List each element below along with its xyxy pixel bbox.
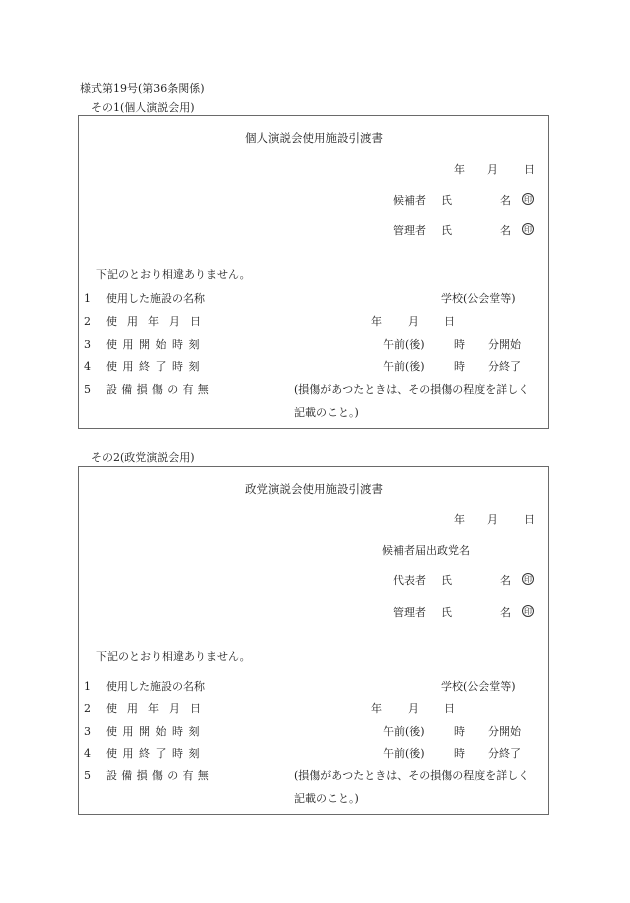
use-year: 年 [371, 315, 382, 328]
signer-surname: 氏 [441, 574, 452, 587]
statement: 下記のとおり相違ありません。 [96, 650, 251, 663]
item-label: 設備損傷の有無 [106, 769, 214, 782]
end-ampm: 午前(後) [383, 360, 425, 373]
date-month: 月 [487, 163, 498, 176]
item-label: 使用終了時刻 [106, 747, 205, 760]
section-2-title: 政党演説会使用施設引渡書 [245, 482, 383, 496]
signer-given: 名 [500, 574, 511, 587]
use-month: 月 [408, 702, 419, 715]
start-hour: 時 [454, 725, 465, 738]
item-number: 3 [84, 338, 91, 351]
start-ampm: 午前(後) [383, 338, 425, 351]
damage-remark: (損傷があつたときは、その損傷の程度を詳しく [294, 769, 530, 782]
signer-role: 管理者 [393, 224, 426, 237]
end-ampm: 午前(後) [383, 747, 425, 760]
end-minute: 分終了 [488, 747, 521, 760]
item-number: 2 [84, 315, 91, 328]
statement: 下記のとおり相違ありません。 [96, 268, 251, 281]
item-number: 1 [84, 292, 91, 305]
item-number: 1 [84, 680, 91, 693]
item-value: 学校(公会堂等) [441, 292, 516, 305]
date-month: 月 [487, 513, 498, 526]
use-day: 日 [444, 315, 455, 328]
item-label: 使用年月日 [106, 702, 211, 715]
item-number: 4 [84, 747, 91, 760]
date-day: 日 [524, 163, 535, 176]
signer-surname: 氏 [441, 194, 452, 207]
date-year: 年 [454, 513, 465, 526]
date-day: 日 [524, 513, 535, 526]
signer-role: 管理者 [393, 606, 426, 619]
form-number: 様式第19号(第36条関係) [80, 82, 205, 95]
signer-surname: 氏 [441, 224, 452, 237]
item-label: 使用した施設の名称 [106, 292, 205, 305]
item-number: 5 [84, 383, 91, 396]
signer-given: 名 [500, 194, 511, 207]
start-minute: 分開始 [488, 338, 521, 351]
damage-remark-cont: 記載のこと。) [294, 406, 359, 419]
section-1-title: 個人演説会使用施設引渡書 [245, 131, 383, 145]
item-number: 2 [84, 702, 91, 715]
end-hour: 時 [454, 360, 465, 373]
use-month: 月 [408, 315, 419, 328]
start-hour: 時 [454, 338, 465, 351]
start-minute: 分開始 [488, 725, 521, 738]
end-minute: 分終了 [488, 360, 521, 373]
use-day: 日 [444, 702, 455, 715]
seal-icon: 印 [524, 225, 532, 234]
signer-surname: 氏 [441, 606, 452, 619]
section-2-form-box [78, 466, 549, 815]
item-value: 学校(公会堂等) [441, 680, 516, 693]
section-1-subtitle: その1(個人演説会用) [91, 101, 195, 114]
date-year: 年 [454, 163, 465, 176]
use-year: 年 [371, 702, 382, 715]
signer-given: 名 [500, 606, 511, 619]
item-label: 使用年月日 [106, 315, 211, 328]
damage-remark-cont: 記載のこと。) [294, 792, 359, 805]
item-label: 使用した施設の名称 [106, 680, 205, 693]
signer-role: 候補者 [393, 194, 426, 207]
end-hour: 時 [454, 747, 465, 760]
seal-icon: 印 [524, 575, 532, 584]
seal-icon: 印 [524, 195, 532, 204]
seal-icon: 印 [524, 607, 532, 616]
item-number: 3 [84, 725, 91, 738]
item-label: 設備損傷の有無 [106, 383, 214, 396]
item-label: 使用開始時刻 [106, 338, 205, 351]
party-name-label: 候補者届出政党名 [382, 544, 470, 557]
start-ampm: 午前(後) [383, 725, 425, 738]
section-2-subtitle: その2(政党演説会用) [91, 451, 195, 464]
item-label: 使用終了時刻 [106, 360, 205, 373]
signer-role: 代表者 [393, 574, 426, 587]
item-number: 5 [84, 769, 91, 782]
signer-given: 名 [500, 224, 511, 237]
item-label: 使用開始時刻 [106, 725, 205, 738]
damage-remark: (損傷があつたときは、その損傷の程度を詳しく [294, 383, 530, 396]
item-number: 4 [84, 360, 91, 373]
